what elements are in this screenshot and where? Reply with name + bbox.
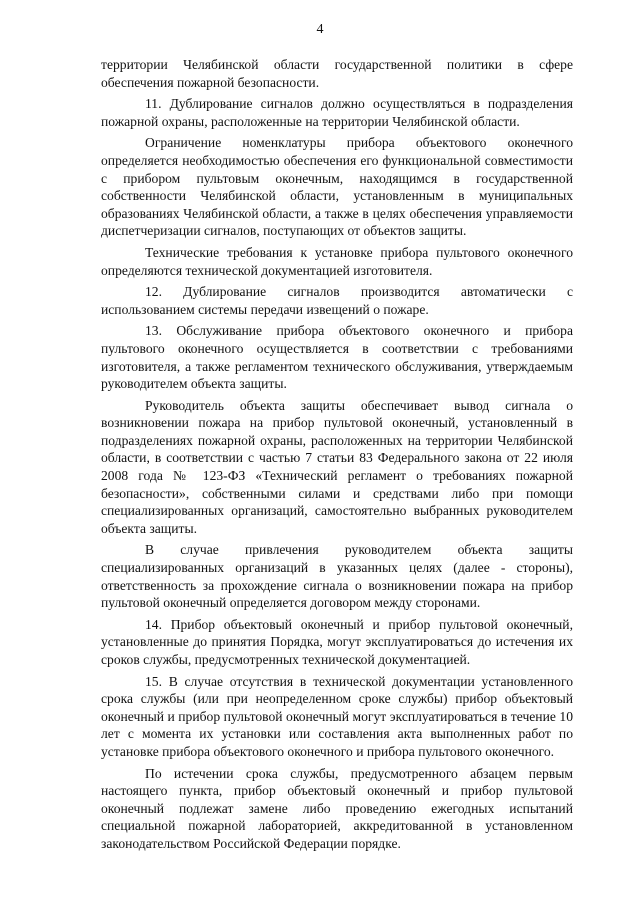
paragraph-item-13: 13. Обслуживание прибора объектового оконечного и прибора пультового оконечного осуществляется в соответствии с требованиями изготовителя, а также регламентом технического обслуживания, утверждаемым руководителем объекта защиты. — [101, 323, 573, 392]
document-body — [101, 56, 573, 853]
paragraph-item-11: 11. Дублирование сигналов должно осуществляться в подразделения пожарной охраны, расположенные на территории Челябинской области. — [101, 96, 573, 129]
paragraph-item-14: 14. Прибор объектовый оконечный и прибор пультовой оконечный, установленные до принятия Порядка, могут эксплуатироваться до истечения их сроков службы, предусмотренных технической документацией. — [101, 616, 573, 667]
paragraph-item-15: 15. В случае отсутствия в технической документации установленного срока службы (или при неопределенном сроке службы) прибор объектовый оконечный и прибор пультовой оконечный могут эксплуатироваться в течение 10 лет с момента их установки или составления акта выполненных работ по установке прибора объектового оконечного и прибора пультового оконечного. — [101, 673, 573, 759]
paragraph-technical-requirements: Технические требования к установке прибора пультового оконечного определяются технической документацией изготовителя. — [101, 244, 573, 278]
paragraph-specialized-organizations: В случае привлечения руководителем объекта защиты специализированных организаций в указанных целях (далее - стороны), ответственность за прохождение сигнала о возникновении пожара на прибор пультовой оконечный определяется договором между сторонами. — [101, 542, 573, 611]
paragraph-nomenclature-limit: Ограничение номенклатуры прибора объектового оконечного определяется необходимостью обеспечения его функциональной совместимости с прибором пультовым оконечным, находящимся в государственной собственности Челябинской области, установленным в муниципальных образованиях Челябинской области, а также в целях обеспечения управляемости диспетчеризации сигналов, поступающих от объектов защиты. — [101, 135, 573, 239]
paragraph-signal-output: Руководитель объекта защиты обеспечивает вывод сигнала о возникновении пожара на прибор пультовой оконечный, установленный в подразделениях пожарной охраны, расположенных на территории Челябинской области, в соответствии с частью 7 статьи 83 Федерального закона от 22 июля 2008 года № 123-ФЗ «Технический регламент о требованиях пожарной безопасности», собственными силами и средствами либо при помощи специализированных организаций, самостоятельно выбранных руководителем объекта защиты. — [101, 397, 573, 536]
paragraph-service-life-expiry: По истечении срока службы, предусмотренного абзацем первым настоящего пункта, прибор объектовый оконечный и прибор пультовой оконечный подлежат замене либо проведению ежегодных испытаний специальной пожарной лабораторией, аккредитованной в установленном законодательством Российской Федерации порядке. — [101, 765, 573, 851]
paragraph-item-12: 12. Дублирование сигналов производится автоматически с использованием системы передачи извещений о пожаре. — [101, 284, 573, 317]
paragraph-continuation: территории Челябинской области государственной политики в сфере обеспечения пожарной безопасности. — [101, 57, 573, 90]
page-number: 4 — [316, 22, 324, 37]
